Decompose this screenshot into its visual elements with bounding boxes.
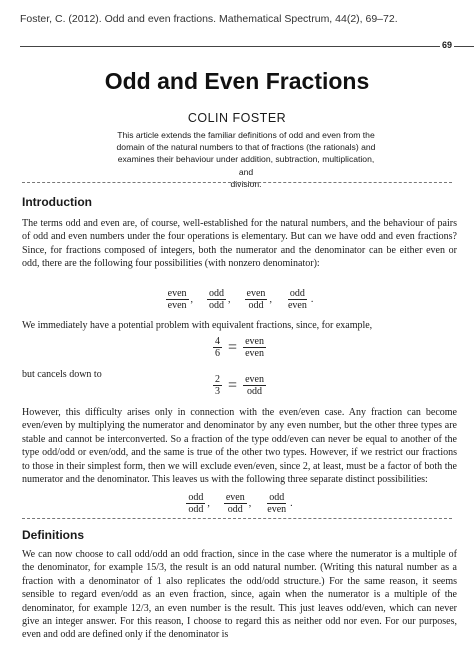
- abstract-line: domain of the natural numbers to that of fractions (the rationals) and: [116, 142, 376, 153]
- fraction: $\frac{\text{even}}{\text{odd}}$: [245, 374, 264, 397]
- intro-paragraph-2: We immediately have a potential problem with equivalent fractions, since, for example,: [22, 320, 373, 331]
- page-number: 69: [441, 40, 452, 50]
- fraction: $\frac{\text{odd}}{\text{even}}$: [287, 288, 307, 311]
- abstract-line: This article extends the familiar definitions of odd and even from the: [117, 130, 375, 140]
- four-fraction-types: $\frac{\text{even}}{\text{even}}$ , $\frac{\text{odd}}{\text{odd}}$ , $\frac{\text{even}}{\text{odd}}$ , $\frac{\text{odd}}{\text{even}}$ .: [167, 288, 314, 311]
- fraction: $\frac{2}{3}$: [215, 374, 221, 397]
- section-divider: [22, 518, 452, 519]
- author-name: COLIN FOSTER: [187, 111, 287, 125]
- definitions-paragraph-1: We can now choose to call odd/odd an odd fraction, since in the case where the numerator is a multiple of the denominator, for example 15/3, the result is an odd natural number. (Writing this natural number as a fraction with a denominator of 1 also replicates the odd/odd structure.) For the same reason, it seems sensible to regard even/odd as an even fraction, since, again when the numerator is a multiple of the denominator, for example 12/3, an even number is the result. This just leaves odd/even, which can never give an integer answer. For this reason, I choose to regard this as neither odd nor even. For our purposes, even and odd are defined only if the denominator is: [22, 549, 457, 641]
- abstract-line: division.: [230, 178, 262, 189]
- citation: Foster, C. (2012). Odd and even fractions. Mathematical Spectrum, 44(2), 69–72.: [20, 13, 398, 25]
- fraction: $\frac{\text{odd}}{\text{odd}}$: [209, 288, 225, 311]
- abstract-line: examines their behaviour under addition, subtraction, multiplication, and: [117, 154, 375, 177]
- equation-2-3: $\frac{2}{3}$ = $\frac{\text{even}}{\text{odd}}$: [215, 374, 264, 397]
- section-heading-definitions: Definitions: [22, 528, 84, 542]
- fraction: $\frac{\text{odd}}{\text{odd}}$: [188, 492, 204, 515]
- abstract: [113, 129, 379, 190]
- fraction: $\frac{\text{even}}{\text{even}}$: [167, 288, 187, 311]
- three-fraction-types: $\frac{\text{odd}}{\text{odd}}$ , $\frac{\text{even}}{\text{odd}}$ , $\frac{\text{odd}}{\text{even}}$ .: [188, 492, 293, 515]
- article-title: Odd and Even Fractions: [104, 68, 370, 94]
- section-divider: [22, 182, 452, 183]
- fraction: $\frac{\text{even}}{\text{odd}}$: [225, 492, 245, 515]
- equation-4-6: $\frac{4}{6}$ = $\frac{\text{even}}{\text{even}}$: [215, 336, 264, 359]
- section-heading-introduction: Introduction: [22, 195, 92, 209]
- header-rule: [20, 46, 474, 47]
- fraction: $\frac{\text{odd}}{\text{even}}$: [267, 492, 287, 515]
- intro-paragraph-1: The terms odd and even are, of course, well-established for the natural numbers, and the behaviour of pairs of odd and even numbers under the four operations is elementary. But can we have odd and even fractions? Since, for fractions composed of integers, both the numerator and the denominator can be either even or odd, there are the following four possibilities (with nonzero denominator):: [22, 218, 457, 270]
- fraction: $\frac{\text{even}}{\text{even}}$: [245, 336, 264, 359]
- intro-paragraph-3: However, this difficulty arises only in connection with the even/even case. Any fraction can become even/even by multiplying the numerator and denominator by any even number, but the other three types are stable and cannot be interconverted. So a fraction of the type odd/even can never be equal to another of the type odd/odd or even/odd, and the same is true of the other two types. However, if we restrict our fractions to those in their simplest form, then we will exclude even/even, since 2, at least, must be a factor of both the numerator and the denominator. This leaves us with the following three separate distinct possibilities:: [22, 407, 457, 486]
- fraction: $\frac{4}{6}$: [215, 336, 221, 359]
- cancels-text: but cancels down to: [22, 369, 102, 380]
- fraction: $\frac{\text{even}}{\text{odd}}$: [246, 288, 266, 311]
